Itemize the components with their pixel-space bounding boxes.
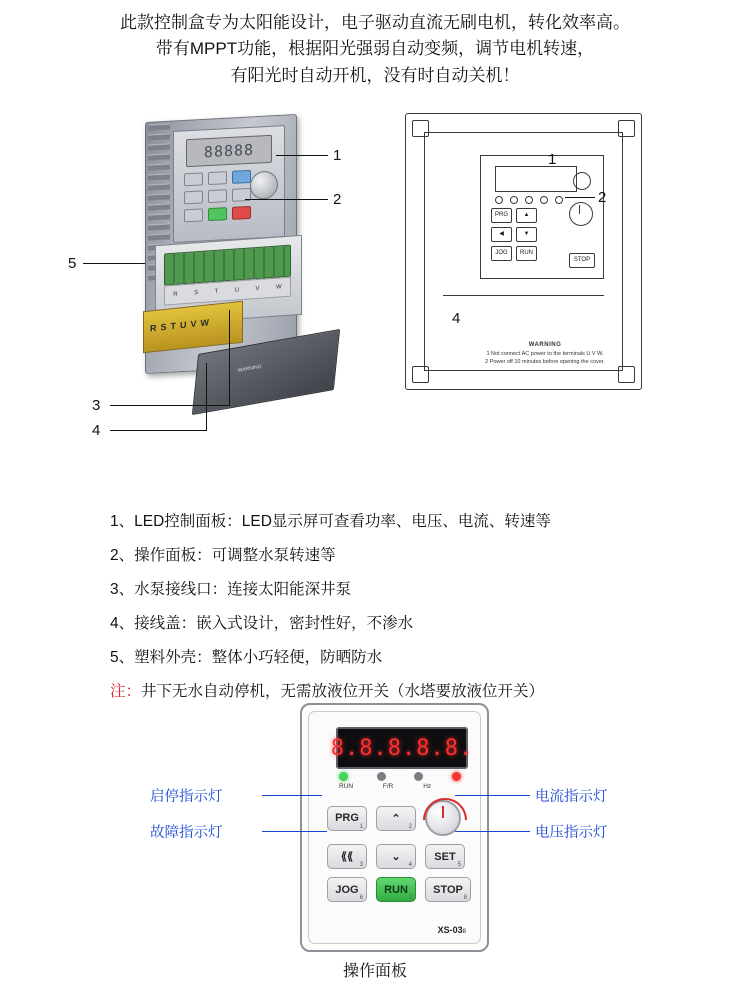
callout-number-right-4: 4 (452, 310, 461, 327)
led-label-run: RUN (339, 783, 354, 790)
terminal-label: S (194, 290, 199, 297)
drive-photo (85, 110, 350, 470)
annotation-leader (262, 831, 327, 832)
outline-warning-line-1: 1 Not connect AC power to the terminals U V W. (486, 351, 604, 357)
panel-key-shift[interactable]: ⟪⟪ 3 (327, 844, 367, 869)
feature-item-5: 5、塑料外壳：整体小巧轻便，防晒防水 (110, 649, 383, 666)
panel-key-stop[interactable]: STOP 8 (425, 877, 471, 902)
outline-warning-title: WARNING (528, 342, 562, 348)
product-diagram (0, 105, 750, 490)
outline-key-jog: JOG (491, 246, 512, 261)
key-run (208, 207, 227, 221)
potentiometer-arc-icon (414, 789, 476, 851)
callout-leader (83, 263, 145, 264)
feature-item-2: 2、操作面板：可调整水泵转速等 (110, 547, 336, 564)
drive-outline-drawing (405, 113, 642, 390)
key-up (208, 171, 227, 185)
panel-indicator-leds (339, 772, 461, 790)
callout-leader (245, 199, 328, 200)
callout-leader (565, 197, 595, 198)
callout-number-2: 2 (333, 191, 342, 208)
callout-leader (276, 155, 328, 156)
terminal-label: V (255, 285, 260, 293)
terminal-label: R (173, 291, 178, 298)
outline-set-key (569, 202, 593, 226)
panel-display-value: 8.8.8.8.8. (330, 735, 474, 761)
feature-item-4: 4、接线盖：嵌入式设计，密封性好，不渗水 (110, 615, 414, 632)
annotation-current-indicator: 电流指示灯 (535, 789, 608, 805)
led-label-hz: Hz (423, 783, 432, 790)
annotation-leader (262, 795, 322, 796)
key-left (184, 190, 203, 204)
outline-key-down: ▼ (516, 227, 537, 242)
outline-inner-frame (424, 132, 623, 371)
callout-number-4: 4 (92, 422, 101, 439)
callout-number-right-2: 2 (598, 189, 607, 206)
terminal-label: W (276, 284, 282, 291)
note-text: 井下无水自动停机，无需放液位开关（水塔要放液位开关） (141, 683, 545, 700)
outline-key-stop: STOP (569, 253, 595, 268)
outline-potentiometer (573, 172, 591, 190)
annotation-leader (455, 831, 530, 832)
callout-number-1: 1 (333, 147, 342, 164)
current-indicator-led (452, 772, 461, 781)
outline-key-up: ▲ (516, 208, 537, 223)
panel-key-set[interactable]: SET 5 (425, 844, 465, 869)
outline-display (495, 166, 577, 192)
callout-leader (110, 405, 230, 406)
operation-panel-inner (308, 711, 481, 944)
control-panel-face (173, 125, 285, 243)
outline-key-prg: PRG (491, 208, 512, 223)
fr-indicator-led (377, 772, 386, 781)
pump-wiring-port-label: RSTUVW (150, 316, 213, 334)
outline-control-panel (480, 155, 607, 279)
callout-number-5: 5 (68, 255, 77, 272)
feature-item-3: 3、水泵接线口：连接太阳能深井泵 (110, 581, 352, 598)
panel-key-run[interactable]: RUN 7 (376, 877, 416, 902)
callout-leader (206, 363, 207, 431)
hz-indicator-led (414, 772, 423, 781)
annotation-leader (455, 795, 530, 796)
annotation-run-indicator: 启停指示灯 (150, 789, 223, 805)
outline-cover-seam (443, 295, 604, 296)
led-display-value: 88888 (203, 140, 255, 162)
feature-list (110, 505, 670, 709)
panel-key-up[interactable]: ⌃ 2 (376, 806, 416, 831)
led-display (186, 135, 272, 168)
outline-warning-block (485, 341, 605, 367)
key-power (232, 170, 251, 184)
callout-number-3: 3 (92, 397, 101, 414)
callout-number-right-1: 1 (548, 151, 557, 168)
callout-leader (110, 430, 207, 431)
run-indicator-led (339, 772, 348, 781)
panel-model-label: XS-038 (437, 925, 466, 935)
intro-text (0, 10, 750, 89)
annotation-voltage-indicator: 电压指示灯 (535, 825, 608, 841)
callout-leader (229, 310, 230, 406)
outline-indicator-leds (495, 196, 575, 204)
cover-warning-text: WARNING (237, 363, 262, 374)
panel-key-prg[interactable]: PRG 1 (327, 806, 367, 831)
terminal-label: U (234, 287, 240, 294)
outline-keypad (491, 208, 559, 265)
operation-panel (300, 703, 489, 952)
key-stop (232, 206, 251, 220)
panel-key-down[interactable]: ⌄ 4 (376, 844, 416, 869)
annotation-fault-indicator: 故障指示灯 (150, 825, 223, 841)
outline-key-run: RUN (516, 246, 537, 261)
intro-line-1: 此款控制盒专为太阳能设计，电子驱动直流无刷电机，转化效率高。 (120, 13, 630, 32)
outline-key-left: ◀ (491, 227, 512, 242)
intro-line-3: 有阳光时自动开机，没有时自动关机！ (230, 65, 520, 85)
outline-warning-line-2: 2 Power off 10 minutes before opening the cover. (485, 359, 605, 366)
key-prg (184, 172, 203, 186)
panel-caption: 操作面板 (342, 963, 407, 980)
panel-key-jog[interactable]: JOG 6 (327, 877, 367, 902)
key-jog (184, 208, 203, 222)
panel-keypad (327, 800, 477, 910)
led-label-fr: F/R (382, 783, 394, 790)
feature-item-1: 1、LED控制面板：LED显示屏可查看功率、电压、电流、转速等 (110, 513, 551, 530)
key-down (208, 189, 227, 203)
terminal-label: T (214, 288, 219, 295)
note-prefix: 注： (110, 683, 142, 700)
intro-line-2: 带有MPPT功能，根据阳光强弱自动变频，调节电机转速， (155, 39, 595, 59)
panel-display (330, 727, 474, 769)
